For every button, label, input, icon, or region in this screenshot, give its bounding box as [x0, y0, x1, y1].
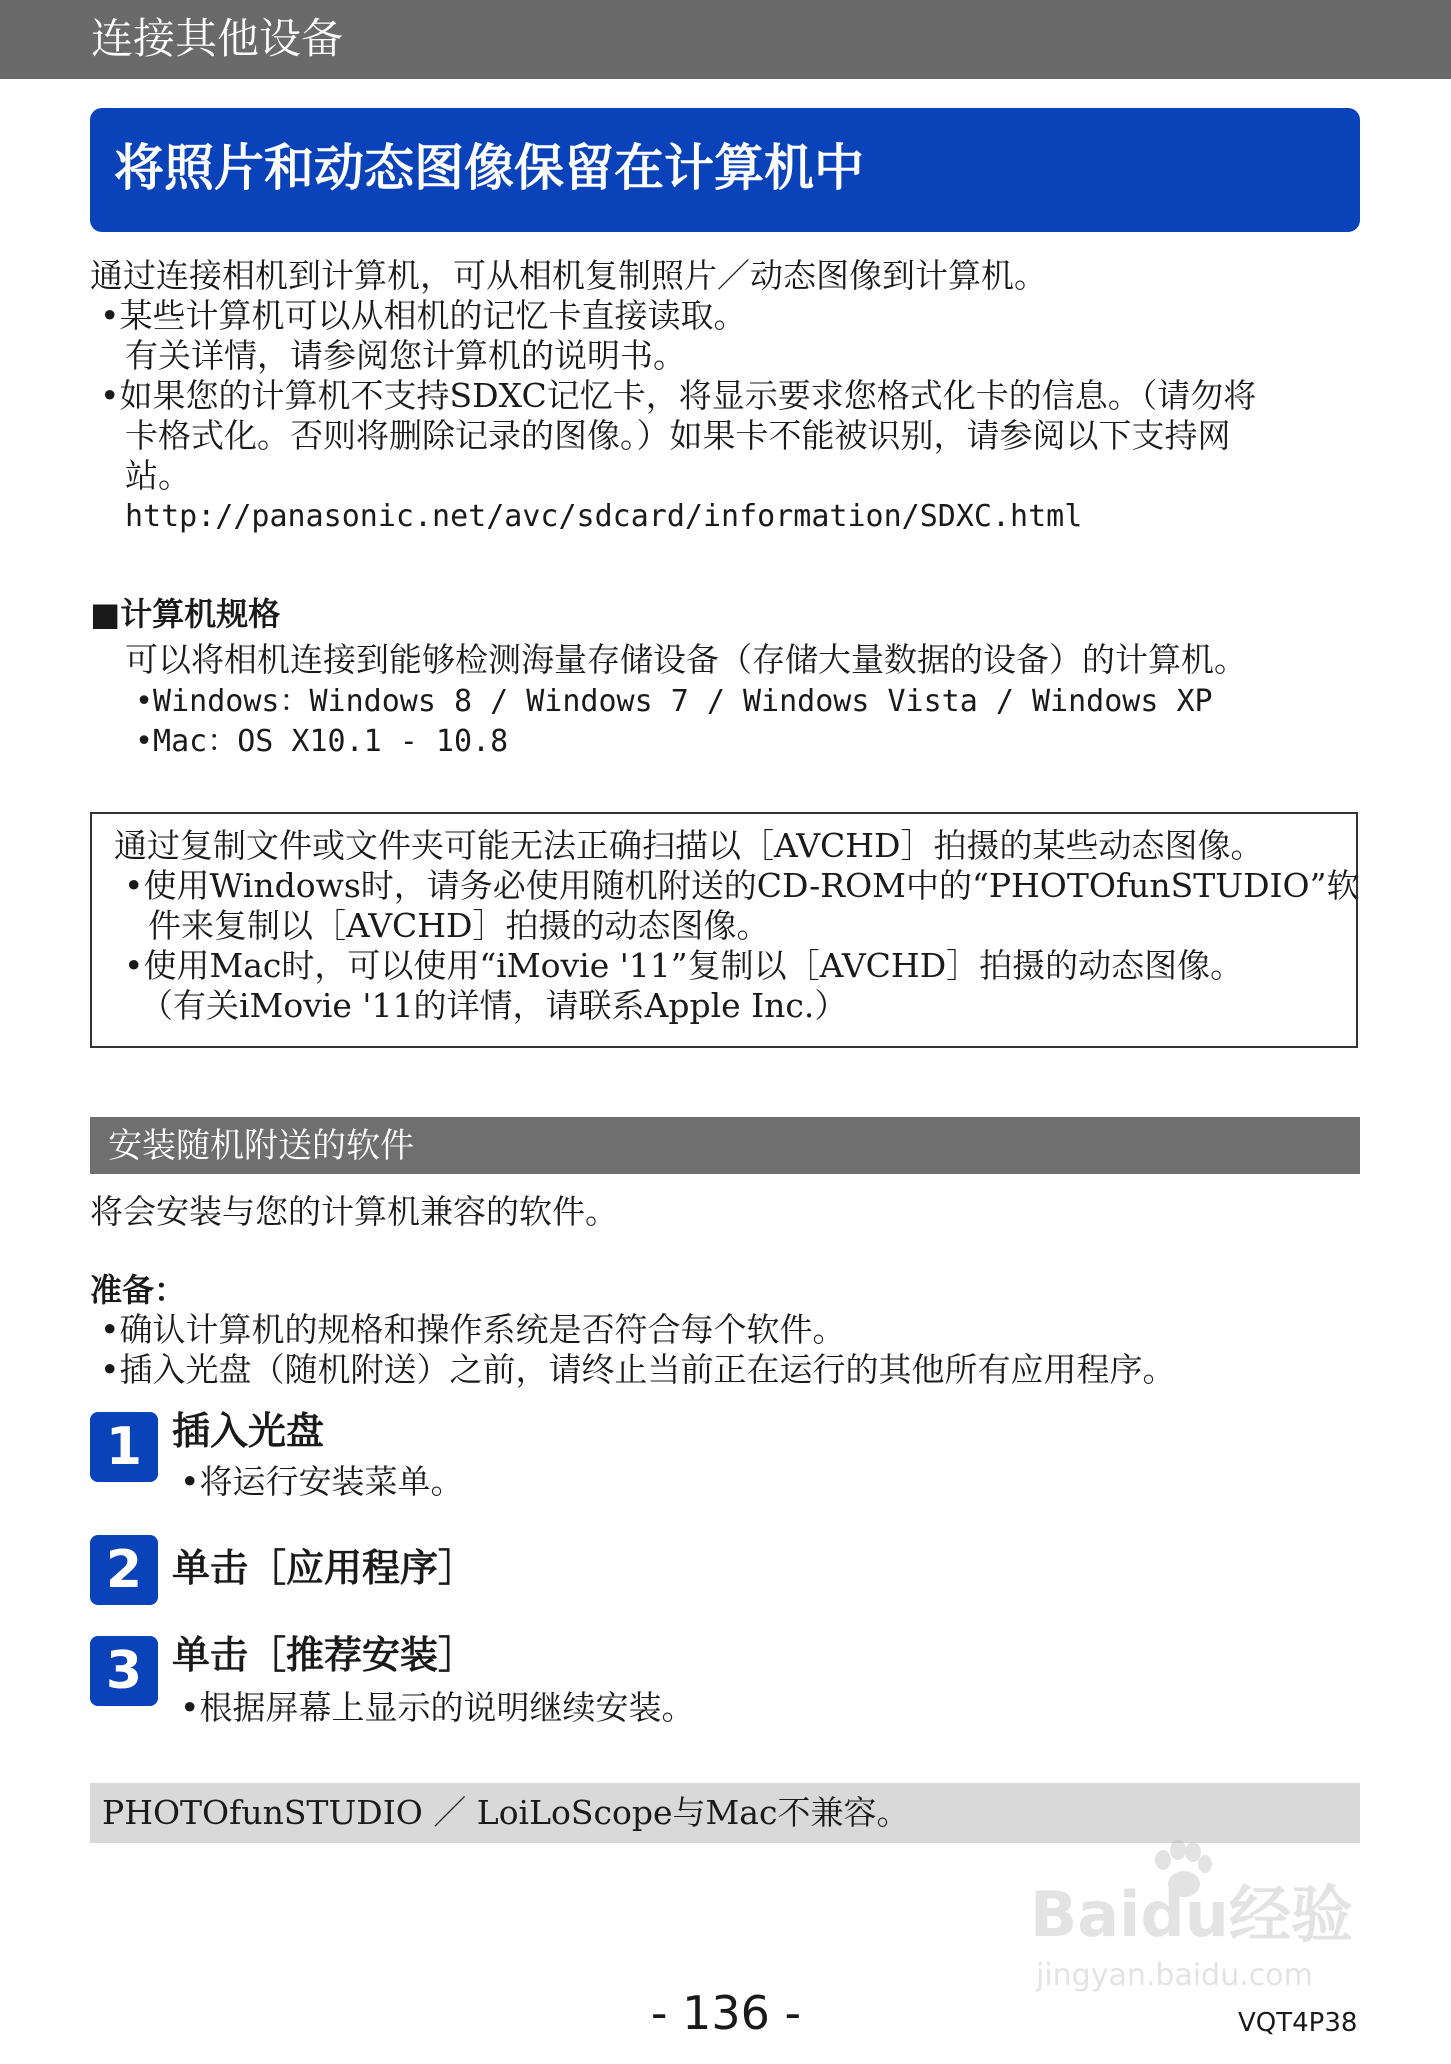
step-1-note: •将运行安装菜单。 — [180, 1462, 464, 1501]
note-windows: •使用Windows时，请务必使用随机附送的CD-ROM中的“PHOTOfunSTUDIO”软 — [124, 866, 1360, 905]
support-url[interactable]: http://panasonic.net/avc/sdcard/information/SDXC.html — [125, 499, 1083, 534]
install-description: 将会安装与您的计算机兼容的软件。 — [90, 1192, 618, 1231]
prep-item-close-apps: •插入光盘（随机附送）之前，请终止当前正在运行的其他所有应用程序。 — [100, 1350, 1176, 1389]
note-windows-cont: 件来复制以［AVCHD］拍摄的动态图像。 — [148, 906, 770, 945]
spec-mac: •Mac：OS X10.1 - 10.8 — [135, 724, 509, 759]
install-section-header — [90, 1117, 1360, 1174]
spec-description: 可以将相机连接到能够检测海量存储设备（存储大量数据的设备）的计算机。 — [125, 640, 1247, 679]
step-1-badge: 1 — [90, 1412, 158, 1482]
intro-bullet-sdxc: •如果您的计算机不支持SDXC记忆卡，将显示要求您格式化卡的信息。（请勿将 — [100, 376, 1257, 415]
prep-label: 准备： — [90, 1271, 187, 1309]
watermark-url-text: jingyan.baidu.com — [1036, 1958, 1313, 1993]
watermark-main-text: Baidu经验 — [1030, 1878, 1353, 1951]
intro-bullet-sdxc-end: 站。 — [125, 456, 191, 495]
page-title-banner — [90, 108, 1360, 232]
baidu-watermark — [1030, 1840, 1370, 2000]
intro-lead: 通过连接相机到计算机，可从相机复制照片／动态图像到计算机。 — [90, 256, 1047, 295]
step-1-title: 插入光盘 — [172, 1409, 325, 1453]
compatibility-note: PHOTOfunSTUDIO ／ LoiLoScope与Mac不兼容。 — [102, 1793, 910, 1832]
document-code: VQT4P38 — [1238, 2008, 1358, 2038]
page-title: 将照片和动态图像保留在计算机中 — [114, 139, 864, 197]
spec-heading: ■计算机规格 — [90, 595, 281, 633]
step-2-title: 单击［应用程序］ — [172, 1546, 477, 1590]
intro-bullet-card-read-detail: 有关详情，请参阅您计算机的说明书。 — [125, 336, 686, 375]
step-3-note: •根据屏幕上显示的说明继续安装。 — [180, 1688, 695, 1727]
step-3-badge: 3 — [90, 1636, 158, 1706]
step-2-badge: 2 — [90, 1535, 158, 1605]
top-header-bar — [0, 0, 1451, 79]
prep-item-check-spec: •确认计算机的规格和操作系统是否符合每个软件。 — [100, 1310, 846, 1349]
intro-bullet-card-read: •某些计算机可以从相机的记忆卡直接读取。 — [100, 296, 747, 335]
chapter-title: 连接其他设备 — [91, 14, 344, 63]
note-mac-detail: （有关iMovie '11的详情，请联系Apple Inc.） — [140, 986, 848, 1025]
note-avchd-scan: 通过复制文件或文件夹可能无法正确扫描以［AVCHD］拍摄的某些动态图像。 — [114, 826, 1264, 865]
install-section-title: 安装随机附送的软件 — [108, 1126, 414, 1166]
step-3-title: 单击［推荐安装］ — [172, 1633, 477, 1677]
note-mac: •使用Mac时，可以使用“iMovie '11”复制以［AVCHD］拍摄的动态图像。 — [124, 946, 1244, 985]
intro-bullet-sdxc-cont: 卡格式化。否则将删除记录的图像。）如果卡不能被识别，请参阅以下支持网 — [125, 416, 1231, 455]
spec-windows: •Windows：Windows 8 / Windows 7 / Windows Vista / Windows XP — [135, 684, 1213, 719]
page-number: - 136 - — [650, 1986, 802, 2040]
compatibility-note-bar — [90, 1783, 1360, 1843]
